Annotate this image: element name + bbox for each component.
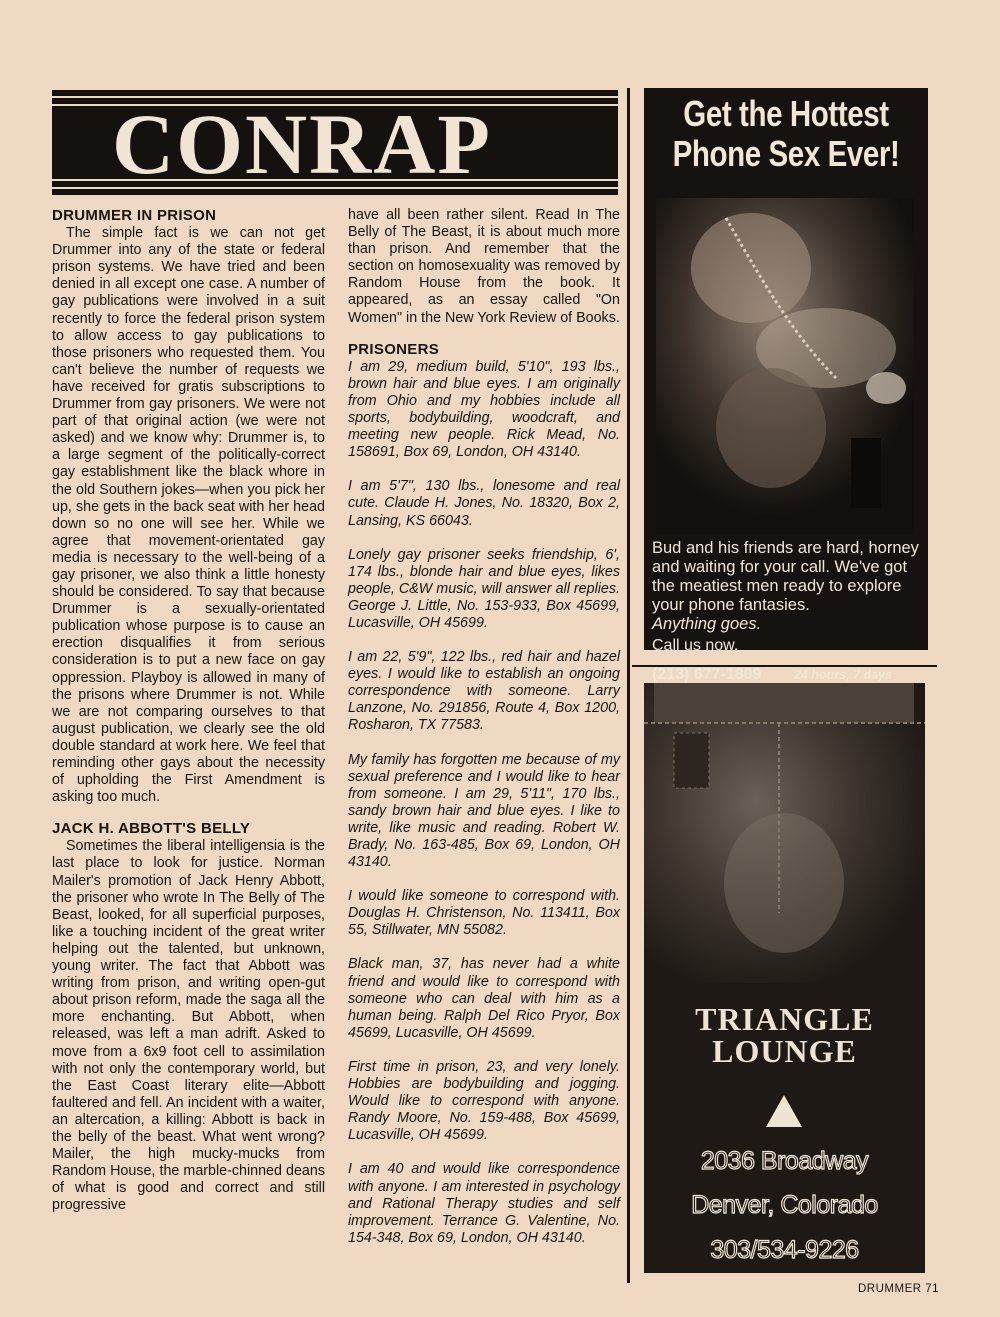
section-heading: PRISONERS: [348, 340, 440, 358]
article-column-2: [348, 207, 620, 1264]
ad-photo: [644, 683, 925, 983]
ad-call-now: Call us now.: [652, 637, 739, 654]
prisoner-letter: Lonely gay prisoner seeks friendship, 6', 174 lbs., blonde hair and blue eyes, likes people, C&W music, will answer all replies. George J. Little, No. 153-933, Box 45699, Lucasville, OH 45699.: [348, 546, 620, 631]
masthead-title: CONRAP: [112, 96, 492, 192]
lounge-city: Denver, Colorado: [691, 1191, 878, 1219]
prisoner-letter: I am 40 and would like correspondence with anyone. I am interested in psychology and Rational Therapy studies and self improvement. Terrance G. Valentine, No. 154-348, Box 69, London, OH 43140.: [348, 1161, 620, 1246]
ad-copy: Bud and his friends are hard, horney and waiting for your call. We've got the meatiest men ready to explore your phone fantasies. Anything goes.: [652, 539, 919, 633]
ad-photo: [656, 198, 914, 534]
prisoner-letter: I am 5'7", 130 lbs., lonesome and real cute. Claude H. Jones, No. 18320, Box 2, Lansing, KS 66043.: [348, 478, 620, 529]
ad-headline: Get the Hottest Phone Sex Ever!: [672, 93, 900, 174]
masthead: [52, 90, 618, 195]
triangle-logo-icon: [766, 1095, 802, 1127]
prisoner-letter: Black man, 37, has never had a white friend and would like to correspond with someone who can deal with him as a human being. Ralph Del Rico Pryor, Box 45699, Lucasville, OH 45699.: [348, 956, 620, 1041]
article-paragraph: Sometimes the liberal intelligensia is the last place to look for justice. Norman Mailer's promotion of Jack Henry Abbott, the prisoner who wrote In The Belly of The Beast, looked, for all superficial purposes, like a touching incident of the great writer helping out the talented, but unknown, young writer. The fact that Abbott was writing from prison, and writing open-gut about prison reform, made the saga all the more enchanting. But Abbott, when released, was left a man adrift. Asked to move from a 6x9 foot cell to assimilation with not only the contemporary world, but the East Coast literary elite—Abbott faultered and fell. An incident with a waiter, an altercation, a killing: Abbott is back in the belly of the beast. What went wrong? Mailer, the high mucky-mucks from Random House, the marble-chinned deans of what is good and correct and still progressive: [52, 838, 325, 1214]
article-paragraph: The simple fact is we can not get Drummer into any of the state or federal prison systems. We have tried and been denied in all except one case. A number of gay publications were involved in a suit recently to force the federal prison system to allow access to gay publications to those prisoners who requested them. You can't believe the number of requests we have received for gratis subscriptions to Drummer from gay prisoners. We were not part of that original action (we were not asked) and we know why: Drummer is, to a large segment of the politically-correct gay establishment like the black whore in the old Southern jokes—when you pick her up, she gets in the back seat with her head down so no one will see her. While we agree that movement-orientated gay media is necessary to the well-being of a gay prisoner, we also think a little honesty should be considered. To say that because Drummer is a sexually-orientated publication whose purpose is to cause an erection disqualifies it from serious consideration is to put a new face on gay oppression. Playboy is allowed in many of the prisons where Drummer is not. While we are not comparing ourselves to that august publication, we clearly see the old double standard at work here. We feel that reminding other gays about the necessity of upholding the First Amendment is asking too much.: [52, 225, 325, 806]
prisoner-letter: I am 29, medium build, 5'10", 193 lbs., brown hair and blue eyes. I am originally from Ohio and my hobbies include all sports, bodybuilding, woodcraft, and meeting new people. Rick Mead, No. 158691, Box 69, London, OH 43140.: [348, 358, 620, 461]
triangle-lounge-ad: [644, 683, 925, 1273]
ad-hours: 24 hours, 7 days: [794, 668, 892, 682]
lounge-phone: 303/534-9226: [710, 1236, 859, 1264]
lounge-address: 2036 Broadway: [700, 1147, 869, 1175]
phone-sex-ad: [644, 88, 928, 683]
column-rule: [627, 88, 630, 1283]
phone-number: (213) 677-1809: [652, 666, 762, 683]
article-paragraph: have all been rather silent. Read In The Belly of The Beast, it is about much more than prison. And remember that the section on homosexuality was removed by Random House from the book. It appeared, as an essay called "On Women" in the New York Review of Books.: [348, 207, 620, 326]
prisoner-letter: First time in prison, 23, and very lonely. Hobbies are bodybuilding and jogging. Would like to correspond with anyone. Randy Moore, No. 159-488, Box 45699, Lucasville, OH 45699.: [348, 1058, 620, 1144]
prisoner-letter: I am 22, 5'9", 122 lbs., red hair and hazel eyes. I would like to establish an ongoing correspondence with someone. Larry Lanzone, No. 291856, Route 4, Box 1200, Rosharon, TX 77583.: [348, 649, 620, 734]
prisoner-letter: My family has forgotten me because of my sexual preference and I would like to hear from someone. I am 29, 5'11", 170 lbs., sandy brown hair and blue eyes. I like to write, like music and reading. Robert W. Brady, No. 163-485, Box 69, London, OH 43140.: [348, 751, 620, 871]
page-folio: DRUMMER 71: [858, 1283, 940, 1295]
section-heading: JACK H. ABBOTT'S BELLY: [52, 820, 251, 838]
section-heading: DRUMMER IN PRISON: [52, 207, 217, 224]
lounge-name: TRIANGLE LOUNGE: [695, 1001, 874, 1069]
article-column-1: [52, 207, 325, 1214]
prisoner-letter: I would like someone to correspond with. Douglas H. Christenson, No. 113411, Box 55, Stillwater, MN 55082.: [348, 888, 620, 939]
